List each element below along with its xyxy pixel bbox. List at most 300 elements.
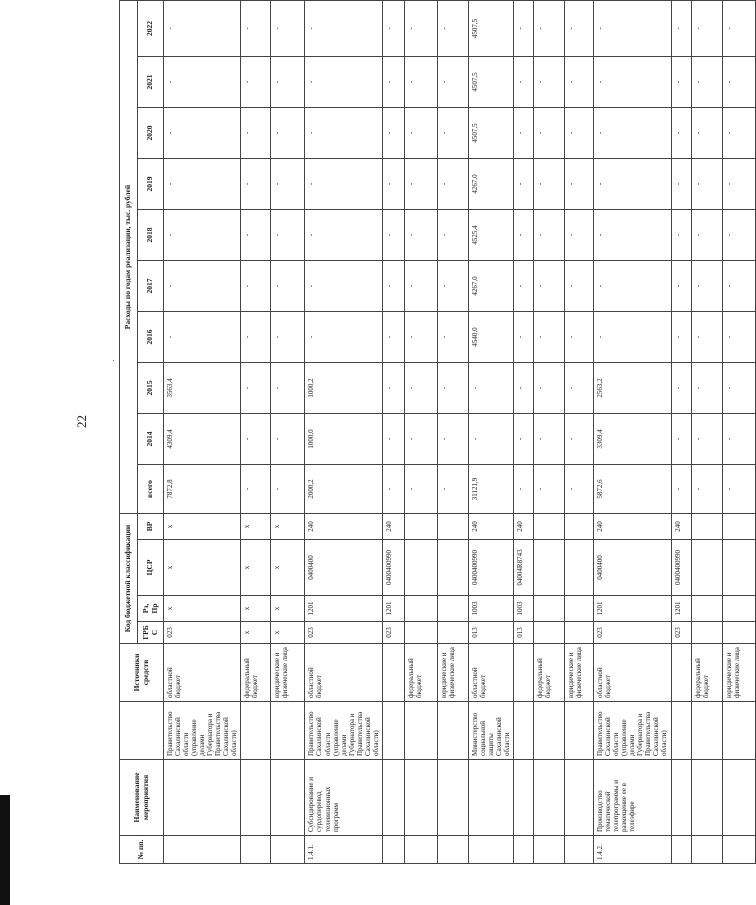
cell-name <box>241 760 271 836</box>
header-year: 2014 <box>138 414 164 465</box>
table-row <box>305 1 382 864</box>
cell-vr <box>404 514 437 540</box>
header-total: всего <box>138 465 164 514</box>
header-year: 2016 <box>138 312 164 363</box>
cell-year-value: 4540,0 <box>468 312 513 363</box>
cell-year-value: - <box>514 414 534 465</box>
cell-exec <box>565 702 594 760</box>
cell-vr: x <box>164 514 241 540</box>
cell-exec <box>382 702 404 760</box>
cell-year-value: - <box>594 261 671 312</box>
cell-year-value: - <box>514 261 534 312</box>
cell-grbs: 023 <box>305 622 382 644</box>
cell-year-value: - <box>691 57 722 108</box>
cell-rzpr: x <box>271 596 305 622</box>
header-grbs: ГРБ С <box>138 622 164 644</box>
header-year: 2020 <box>138 108 164 159</box>
cell-year-value: - <box>534 159 565 210</box>
cell-vr: 240 <box>594 514 671 540</box>
cell-total: - <box>404 465 437 514</box>
cell-year-value: - <box>437 108 468 159</box>
cell-year-value: - <box>671 414 691 465</box>
cell-year-value: - <box>671 210 691 261</box>
cell-year-value: - <box>437 159 468 210</box>
cell-year-value: - <box>437 414 468 465</box>
cell-year-value: - <box>305 312 382 363</box>
cell-year-value: - <box>565 414 594 465</box>
cell-year-value: - <box>164 1 241 57</box>
cell-name <box>382 760 404 836</box>
cell-year-value: - <box>437 1 468 57</box>
cell-exec <box>534 702 565 760</box>
cell-year-value: 4267,0 <box>468 261 513 312</box>
cell-grbs <box>565 622 594 644</box>
cell-src: федеральный бюджет <box>241 644 271 702</box>
cell-src: федеральный бюджет <box>691 644 722 702</box>
cell-year-value: - <box>514 1 534 57</box>
cell-exec <box>271 702 305 760</box>
cell-src: юридические и физические лица <box>722 644 755 702</box>
cell-csr: 0400400 <box>594 540 671 596</box>
header-year: 2019 <box>138 159 164 210</box>
cell-grbs: x <box>271 622 305 644</box>
cell-year-value: - <box>722 108 755 159</box>
cell-name <box>671 760 691 836</box>
cell-year-value: - <box>241 363 271 414</box>
cell-year-value: - <box>271 312 305 363</box>
cell-year-value: - <box>671 159 691 210</box>
cell-year-value: - <box>671 108 691 159</box>
cell-total: - <box>671 465 691 514</box>
cell-year-value: - <box>722 1 755 57</box>
cell-name <box>164 760 241 836</box>
cell-num <box>164 836 241 864</box>
cell-exec: Правительство Сахалинской области (управление делами Губернатора и Правительства Сахалинской области) <box>594 702 671 760</box>
cell-total: 7872,8 <box>164 465 241 514</box>
cell-num <box>565 836 594 864</box>
table-row <box>565 1 594 864</box>
cell-year-value: - <box>404 57 437 108</box>
cell-exec <box>404 702 437 760</box>
cell-num <box>534 836 565 864</box>
cell-src: федеральный бюджет <box>404 644 437 702</box>
cell-year-value: - <box>671 261 691 312</box>
cell-year-value: - <box>382 57 404 108</box>
cell-year-value: - <box>382 414 404 465</box>
cell-year-value: - <box>382 261 404 312</box>
cell-exec <box>241 702 271 760</box>
cell-year-value: - <box>382 159 404 210</box>
cell-year-value: - <box>671 363 691 414</box>
cell-year-value: 1000,0 <box>305 414 382 465</box>
cell-exec: Министерство социальной защиты Сахалинской области <box>468 702 513 760</box>
cell-year-value: - <box>671 1 691 57</box>
cell-name <box>722 760 755 836</box>
table-row <box>671 1 691 864</box>
cell-total: - <box>691 465 722 514</box>
cell-year-value: - <box>241 108 271 159</box>
cell-num <box>514 836 534 864</box>
cell-year-value: 4525,4 <box>468 210 513 261</box>
cell-year-value: - <box>382 312 404 363</box>
cell-year-value: - <box>468 414 513 465</box>
cell-exec <box>722 702 755 760</box>
cell-year-value: - <box>534 108 565 159</box>
cell-num <box>671 836 691 864</box>
cell-src: областной бюджет <box>468 644 513 702</box>
cell-year-value: - <box>305 210 382 261</box>
cell-year-value: - <box>565 108 594 159</box>
table-row <box>382 1 404 864</box>
cell-total: - <box>514 465 534 514</box>
cell-year-value: - <box>241 312 271 363</box>
cell-rzpr: 1201 <box>594 596 671 622</box>
cell-year-value: - <box>382 363 404 414</box>
cell-year-value: - <box>691 210 722 261</box>
cell-year-value: - <box>514 312 534 363</box>
cell-year-value: - <box>241 261 271 312</box>
cell-year-value: - <box>534 57 565 108</box>
cell-src <box>514 644 534 702</box>
cell-year-value: - <box>305 57 382 108</box>
header-csr: ЦСР <box>138 540 164 596</box>
cell-src: областной бюджет <box>594 644 671 702</box>
header-num: № пп. <box>120 836 164 864</box>
cell-rzpr: 1003 <box>514 596 534 622</box>
table-row <box>437 1 468 864</box>
cell-year-value: 4267,0 <box>468 159 513 210</box>
cell-year-value: - <box>565 312 594 363</box>
cell-rzpr: 1201 <box>671 596 691 622</box>
cell-vr: x <box>271 514 305 540</box>
cell-total: - <box>565 465 594 514</box>
cell-csr <box>722 540 755 596</box>
cell-num <box>382 836 404 864</box>
table-row <box>404 1 437 864</box>
cell-num: 1.4.1. <box>305 836 382 864</box>
cell-year-value: - <box>382 210 404 261</box>
cell-grbs: 023 <box>594 622 671 644</box>
cell-vr: 240 <box>514 514 534 540</box>
cell-year-value: - <box>514 210 534 261</box>
cell-year-value: - <box>164 261 241 312</box>
cell-year-value: - <box>241 414 271 465</box>
cell-total: - <box>534 465 565 514</box>
cell-name <box>565 760 594 836</box>
cell-year-value: 4507,5 <box>468 108 513 159</box>
cell-csr: 04004R8743 <box>514 540 534 596</box>
rotated-page <box>119 0 741 864</box>
cell-total: - <box>241 465 271 514</box>
table-row <box>514 1 534 864</box>
cell-year-value: - <box>437 210 468 261</box>
cell-year-value: 4507,5 <box>468 57 513 108</box>
cell-year-value: - <box>722 312 755 363</box>
header-rzpr: Рз, Пр <box>138 596 164 622</box>
cell-rzpr <box>437 596 468 622</box>
cell-num <box>468 836 513 864</box>
cell-year-value: 4309,4 <box>164 414 241 465</box>
cell-total: - <box>271 465 305 514</box>
cell-year-value: - <box>514 57 534 108</box>
cell-exec <box>671 702 691 760</box>
cell-rzpr: 1003 <box>468 596 513 622</box>
cell-total: - <box>722 465 755 514</box>
scan-edge-mark <box>0 795 10 905</box>
cell-year-value: - <box>437 57 468 108</box>
cell-year-value: - <box>594 159 671 210</box>
cell-csr <box>691 540 722 596</box>
cell-vr <box>565 514 594 540</box>
cell-name: Субсидирование и сурдоперевод телевизионных программ <box>305 760 382 836</box>
cell-name <box>271 760 305 836</box>
cell-year-value: - <box>164 312 241 363</box>
cell-vr: 240 <box>382 514 404 540</box>
table-row <box>691 1 722 864</box>
cell-year-value: - <box>594 57 671 108</box>
cell-src: федеральный бюджет <box>534 644 565 702</box>
cell-year-value: - <box>271 57 305 108</box>
header-budget-code: Код бюджетной классификации <box>120 514 138 644</box>
cell-vr: x <box>241 514 271 540</box>
cell-year-value: - <box>691 363 722 414</box>
cell-rzpr <box>534 596 565 622</box>
cell-rzpr <box>722 596 755 622</box>
cell-vr <box>437 514 468 540</box>
cell-year-value: - <box>594 312 671 363</box>
cell-vr: 240 <box>305 514 382 540</box>
cell-grbs: 013 <box>514 622 534 644</box>
cell-csr <box>565 540 594 596</box>
cell-year-value: - <box>305 1 382 57</box>
cell-grbs: 013 <box>468 622 513 644</box>
cell-num <box>691 836 722 864</box>
budget-table <box>119 0 756 864</box>
cell-total: 2000,2 <box>305 465 382 514</box>
cell-csr <box>534 540 565 596</box>
cell-year-value: - <box>437 363 468 414</box>
cell-year-value: 3309,4 <box>594 414 671 465</box>
cell-year-value: 2563,2 <box>594 363 671 414</box>
cell-rzpr <box>404 596 437 622</box>
cell-total: 31121,9 <box>468 465 513 514</box>
cell-num: 1.4.2. <box>594 836 671 864</box>
cell-year-value: - <box>404 312 437 363</box>
cell-csr: x <box>271 540 305 596</box>
cell-vr <box>722 514 755 540</box>
header-year: 2015 <box>138 363 164 414</box>
table-row <box>534 1 565 864</box>
cell-grbs <box>534 622 565 644</box>
cell-year-value: - <box>271 414 305 465</box>
cell-year-value: - <box>271 159 305 210</box>
cell-year-value: - <box>565 363 594 414</box>
cell-year-value: - <box>722 210 755 261</box>
cell-src: областной бюджет <box>305 644 382 702</box>
cell-total: - <box>382 465 404 514</box>
header-vr: ВР <box>138 514 164 540</box>
cell-year-value: - <box>404 159 437 210</box>
cell-csr: 0400400990 <box>382 540 404 596</box>
cell-year-value: - <box>691 1 722 57</box>
cell-grbs: 023 <box>382 622 404 644</box>
cell-year-value: - <box>691 312 722 363</box>
cell-csr <box>437 540 468 596</box>
header-year: 2017 <box>138 261 164 312</box>
cell-name: Производство тематической телепрограммы и размещение ее в телеэфире <box>594 760 671 836</box>
cell-grbs: 023 <box>164 622 241 644</box>
cell-exec <box>691 702 722 760</box>
cell-grbs <box>691 622 722 644</box>
cell-csr: 0400400990 <box>468 540 513 596</box>
cell-year-value: - <box>565 210 594 261</box>
cell-grbs <box>722 622 755 644</box>
cell-year-value: - <box>534 261 565 312</box>
cell-year-value: - <box>671 312 691 363</box>
cell-total: 5872,6 <box>594 465 671 514</box>
cell-year-value: - <box>691 159 722 210</box>
cell-year-value: - <box>241 1 271 57</box>
cell-year-value: - <box>404 1 437 57</box>
cell-src: областной бюджет <box>164 644 241 702</box>
cell-year-value: 1000,2 <box>305 363 382 414</box>
cell-src: юридические и физические лица <box>271 644 305 702</box>
cell-year-value: - <box>691 108 722 159</box>
cell-year-value: - <box>404 363 437 414</box>
table-body <box>164 1 756 864</box>
cell-year-value: - <box>437 312 468 363</box>
table-row <box>271 1 305 864</box>
cell-name <box>514 760 534 836</box>
cell-grbs: x <box>241 622 271 644</box>
cell-vr: 240 <box>468 514 513 540</box>
cell-year-value: - <box>271 108 305 159</box>
cell-year-value: - <box>241 57 271 108</box>
cell-total: - <box>437 465 468 514</box>
cell-rzpr: 1201 <box>382 596 404 622</box>
cell-year-value: - <box>271 261 305 312</box>
cell-year-value: 3563,4 <box>164 363 241 414</box>
cell-year-value: - <box>305 159 382 210</box>
table-row <box>468 1 513 864</box>
table-row <box>722 1 755 864</box>
cell-exec: Правительство Сахалинской области (управление делами Губернатора и Правительства Сахалинской области) <box>164 702 241 760</box>
header-source: Источники средств <box>120 644 164 702</box>
cell-year-value: - <box>164 210 241 261</box>
cell-year-value: - <box>534 210 565 261</box>
cell-grbs <box>404 622 437 644</box>
cell-year-value: - <box>164 108 241 159</box>
cell-year-value: - <box>271 210 305 261</box>
cell-name <box>534 760 565 836</box>
cell-year-value: - <box>722 57 755 108</box>
cell-year-value: - <box>305 108 382 159</box>
cell-year-value: - <box>468 363 513 414</box>
cell-rzpr: x <box>241 596 271 622</box>
cell-year-value: - <box>382 1 404 57</box>
cell-year-value: - <box>305 261 382 312</box>
cell-year-value: - <box>271 1 305 57</box>
cell-year-value: - <box>241 210 271 261</box>
cell-rzpr: 1201 <box>305 596 382 622</box>
cell-csr: x <box>164 540 241 596</box>
cell-year-value: - <box>164 57 241 108</box>
cell-num <box>271 836 305 864</box>
cell-year-value: - <box>565 57 594 108</box>
cell-year-value: - <box>514 363 534 414</box>
header-name: Наименование мероприятия <box>120 760 164 836</box>
cell-num <box>722 836 755 864</box>
cell-src: юридические и физические лица <box>437 644 468 702</box>
cell-num <box>437 836 468 864</box>
cell-year-value: - <box>691 261 722 312</box>
cell-rzpr <box>565 596 594 622</box>
cell-rzpr: x <box>164 596 241 622</box>
table-row <box>164 1 241 864</box>
header-year: 2022 <box>138 1 164 57</box>
cell-rzpr <box>691 596 722 622</box>
page-number: 22 <box>74 415 89 428</box>
cell-year-value: - <box>534 312 565 363</box>
cell-vr <box>691 514 722 540</box>
cell-year-value: - <box>534 1 565 57</box>
cell-csr: 0400400990 <box>671 540 691 596</box>
cell-year-value: - <box>164 159 241 210</box>
cell-name <box>468 760 513 836</box>
cell-name <box>404 760 437 836</box>
cell-year-value: 4507,5 <box>468 1 513 57</box>
cell-src: юридические и физические лица <box>565 644 594 702</box>
header-year: 2021 <box>138 57 164 108</box>
cell-year-value: - <box>404 108 437 159</box>
cell-year-value: - <box>722 414 755 465</box>
cell-num <box>241 836 271 864</box>
cell-year-value: - <box>722 159 755 210</box>
cell-grbs: 023 <box>671 622 691 644</box>
cell-num <box>404 836 437 864</box>
cell-year-value: - <box>534 414 565 465</box>
cell-exec <box>514 702 534 760</box>
cell-year-value: - <box>404 261 437 312</box>
cell-year-value: - <box>565 261 594 312</box>
cell-year-value: - <box>437 261 468 312</box>
header-expenses: Расходы по годам реализации, тыс. рублей <box>120 1 138 514</box>
cell-year-value: - <box>565 159 594 210</box>
cell-year-value: - <box>404 210 437 261</box>
cell-year-value: - <box>594 210 671 261</box>
cell-name <box>691 760 722 836</box>
cell-grbs <box>437 622 468 644</box>
cell-src <box>671 644 691 702</box>
cell-year-value: - <box>722 363 755 414</box>
cell-year-value: - <box>514 159 534 210</box>
cell-year-value: - <box>722 261 755 312</box>
cell-name <box>437 760 468 836</box>
cell-year-value: - <box>594 108 671 159</box>
cell-src <box>382 644 404 702</box>
cell-year-value: - <box>404 414 437 465</box>
table-row <box>241 1 271 864</box>
cell-year-value: - <box>271 363 305 414</box>
cell-year-value: - <box>514 108 534 159</box>
cell-year-value: - <box>382 108 404 159</box>
header-executor <box>120 702 164 760</box>
cell-exec <box>437 702 468 760</box>
cell-year-value: - <box>671 57 691 108</box>
table-row <box>594 1 671 864</box>
cell-year-value: - <box>241 159 271 210</box>
cell-year-value: - <box>534 363 565 414</box>
